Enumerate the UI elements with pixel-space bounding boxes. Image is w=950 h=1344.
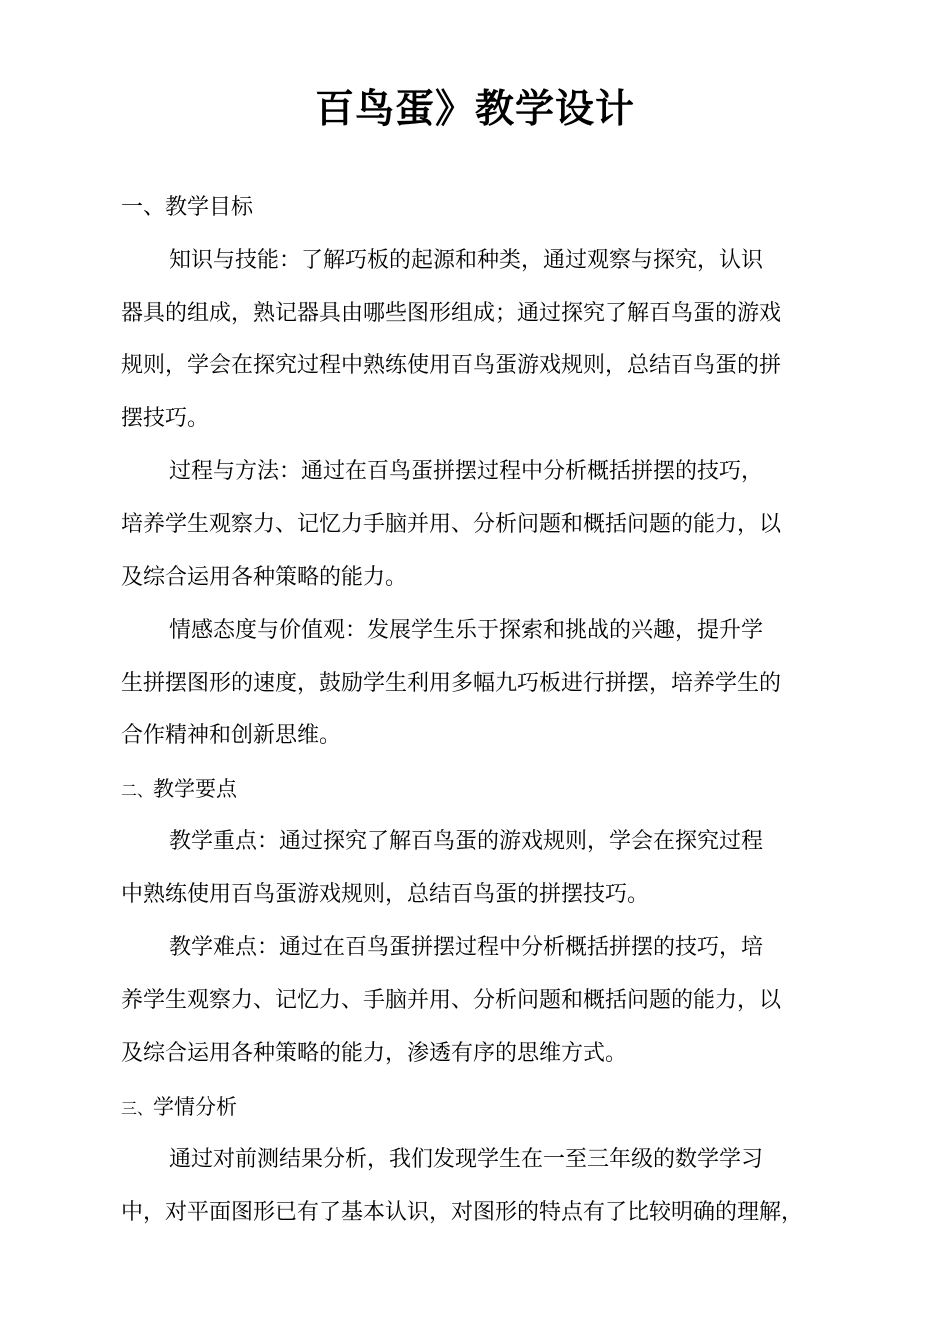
paragraph-line: 知识与技能：了解巧板的起源和种类，通过观察与探究，认识	[169, 248, 764, 273]
paragraph-line: 及综合运用各种策略的能力。	[121, 565, 408, 590]
section-number: 二、	[121, 781, 154, 800]
paragraph-line: 合作精神和创新思维。	[121, 723, 342, 748]
paragraph-line: 情感态度与价值观：发展学生乐于探索和挑战的兴趣，提升学	[169, 618, 764, 643]
document-title: 百鸟蛋》教学设计	[314, 87, 635, 132]
paragraph-line: 养学生观察力、记忆力、手脑并用、分析问题和概括问题的能力，以	[121, 988, 782, 1013]
section-title: 学情分析	[153, 1095, 238, 1119]
section-heading-student-analysis	[121, 1092, 237, 1124]
paragraph-line: 过程与方法：通过在百鸟蛋拼摆过程中分析概括拼摆的技巧，	[169, 459, 764, 484]
paragraph-line: 培养学生观察力、记忆力手脑并用、分析问题和概括问题的能力，以	[121, 512, 782, 537]
paragraph-line: 中，对平面图形已有了基本认识，对图形的特点有了比较明确的理解，	[121, 1200, 804, 1225]
section-heading-key-points	[121, 774, 237, 806]
paragraph-line: 中熟练使用百鸟蛋游戏规则，总结百鸟蛋的拼摆技巧。	[121, 882, 650, 907]
paragraph-line: 器具的组成，熟记器具由哪些图形组成；通过探究了解百鸟蛋的游戏	[121, 301, 782, 326]
paragraph-line: 教学难点：通过在百鸟蛋拼摆过程中分析概括拼摆的技巧，培	[169, 935, 764, 960]
paragraph-line: 通过对前测结果分析，我们发现学生在一至三年级的数学学习	[169, 1147, 764, 1172]
paragraph-line: 及综合运用各种策略的能力，渗透有序的思维方式。	[121, 1041, 628, 1066]
section-heading-objectives: 一、教学目标	[121, 195, 254, 220]
section-title: 教学要点	[153, 777, 238, 801]
paragraph-line: 摆技巧。	[121, 406, 210, 431]
paragraph-line: 生拼摆图形的速度，鼓励学生利用多幅九巧板进行拼摆，培养学生的	[121, 671, 782, 696]
section-number: 三、	[121, 1099, 154, 1118]
paragraph-line: 教学重点：通过探究了解百鸟蛋的游戏规则，学会在探究过程	[169, 829, 764, 854]
paragraph-line: 规则，学会在探究过程中熟练使用百鸟蛋游戏规则，总结百鸟蛋的拼	[121, 353, 782, 378]
